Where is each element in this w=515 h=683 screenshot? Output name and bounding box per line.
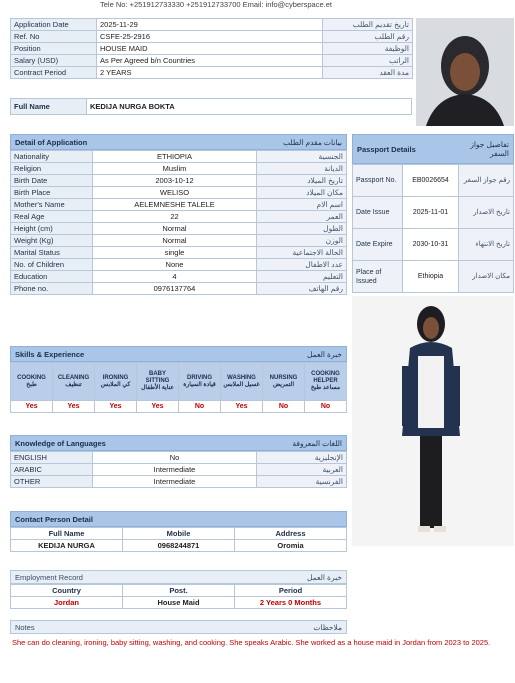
full-name-value: KEDIJA NURGA BOKTA [87,99,412,115]
passport-label-ar: رقم جواز السفر [459,165,514,197]
info-value: HOUSE MAID [97,43,323,55]
application-label-ar: الطول [257,223,347,235]
skill-name: NURSING [269,374,298,381]
application-label-ar: الديانة [257,163,347,175]
passport-label-ar: تاريخ الانتهاء [459,229,514,261]
application-value: single [93,247,257,259]
skills-header [10,346,347,362]
passport-label: Passport No. [353,165,403,197]
skill-value: No [179,401,221,413]
passport-label: Date Expire [353,229,403,261]
skill-name-ar: مساعد طبخ [310,385,341,391]
skill-name-ar: طبخ [26,381,37,388]
language-label: OTHER [11,476,93,488]
language-label-ar: الإنجليزية [257,452,347,464]
language-level: No [93,452,257,464]
application-value: AELEMNESHE TALELE [93,199,257,211]
application-label: Birth Place [11,187,93,199]
info-row [11,67,413,79]
application-title: Detail of Application [15,137,88,147]
skill-name: COOKING HELPER [311,371,340,384]
application-label: Mother's Name [11,199,93,211]
skill-name-ar: كي الملابس [100,381,131,388]
full-name-row [10,98,412,115]
skill-header-cell [221,363,263,401]
skill-header-cell [11,363,53,401]
skill-value: No [305,401,347,413]
application-value: None [93,259,257,271]
skill-value: No [263,401,305,413]
skill-name-ar: غسيل الملابس [223,381,260,388]
contact-title: Contact Person Detail [15,514,93,524]
skill-header-cell [53,363,95,401]
passport-value: Ethiopia [403,261,459,293]
languages-header [10,435,347,451]
employment-header [10,570,347,584]
notes-title: Notes [15,622,35,632]
detail-of-application [10,134,347,295]
application-row [11,223,347,235]
passport-title: Passport Details [357,144,416,154]
passport-row [353,197,514,229]
skill-name-ar: قيادة السيارة [183,381,216,388]
application-value: Normal [93,235,257,247]
application-title-ar: بيانات مقدم الطلب [283,137,342,147]
knowledge-of-languages [10,435,347,488]
application-value: 0976137764 [93,283,257,295]
language-label: ARABIC [11,464,93,476]
info-row [11,55,413,67]
contact-col-address: Address [235,528,347,540]
application-value: Normal [93,223,257,235]
application-row [11,187,347,199]
application-label-ar: الجنسية [257,151,347,163]
application-label-ar: عدد الاطفال [257,259,347,271]
contact-col-mobile: Mobile [123,528,235,540]
passport-row [353,165,514,197]
info-label-ar: رقم الطلب [323,31,413,43]
full-name-label: Full Name [11,99,87,115]
passport-label: Place of Issued [353,261,403,293]
employment-period: 2 Years 0 Months [235,597,347,609]
skills-title-ar: خبرة العمل [306,349,342,359]
application-value: 4 [93,271,257,283]
application-header [10,134,347,150]
contact-mobile: 0968244871 [123,540,235,552]
info-value: 2 YEARS [97,67,323,79]
application-label: Weight (Kg) [11,235,93,247]
skill-header-cell [137,363,179,401]
application-row [11,283,347,295]
info-value: CSFE-25-2916 [97,31,323,43]
passport-value: EB0026654 [403,165,459,197]
skill-name-ar: تنظيف [65,381,82,388]
application-label: Height (cm) [11,223,93,235]
employment-country: Jordan [11,597,123,609]
application-value: ETHIOPIA [93,151,257,163]
info-label: Salary (USD) [11,55,97,67]
passport-value: 2025-11-01 [403,197,459,229]
notes-header [10,620,347,634]
language-row [11,476,347,488]
languages-title-ar: اللغات المعروفة [292,438,342,448]
info-label-ar: تاريخ تقديم الطلب [323,19,413,31]
application-label-ar: الوزن [257,235,347,247]
application-info-table [10,18,412,79]
passport-row [353,261,514,293]
application-label: Nationality [11,151,93,163]
notes-text: She can do cleaning, ironing, baby sitting, washing, and cooking. She speaks Arabic. She worked as a house maid in Jordan from 2023 to 2025. [12,638,491,647]
info-label-ar: الراتب [323,55,413,67]
passport-details [352,134,514,293]
application-value: 2003-10-12 [93,175,257,187]
passport-title-ar: تفاصيل جواز السفر [470,140,509,158]
passport-header [352,134,514,164]
contact-person-detail [10,511,347,552]
notes-section [10,620,513,652]
application-label-ar: رقم الهاتف [257,283,347,295]
language-row [11,464,347,476]
skill-name: WASHING [227,374,256,381]
application-label: Real Age [11,211,93,223]
application-row [11,235,347,247]
skill-header-cell [263,363,305,401]
application-label: Birth Date [11,175,93,187]
info-value: As Per Agreed b/n Countries [97,55,323,67]
passport-row [353,229,514,261]
application-row [11,175,347,187]
language-level: Intermediate [93,476,257,488]
application-label: Education [11,271,93,283]
application-label-ar: مكان الميلاد [257,187,347,199]
application-value: Muslim [93,163,257,175]
application-label: Marital Status [11,247,93,259]
info-label: Contract Period [11,67,97,79]
employment-title-ar: خبرة العمل [306,572,342,582]
skill-value: Yes [53,401,95,413]
skill-name: CLEANING [57,374,90,381]
application-label: Phone no. [11,283,93,295]
contact-address: Oromia [235,540,347,552]
application-label-ar: الحالة الاجتماعية [257,247,347,259]
languages-title: Knowledge of Languages [15,438,106,448]
application-label-ar: اسم الام [257,199,347,211]
skill-name-ar: التمريض [272,381,295,388]
employment-post: House Maid [123,597,235,609]
passport-label-ar: مكان الاصدار [459,261,514,293]
skill-name-ar: عناية الأطفال [141,385,174,391]
skill-name: IRONING [102,374,129,381]
contact-header [10,511,347,527]
info-label-ar: الوظيفة [323,43,413,55]
contact-col-name: Full Name [11,528,123,540]
info-value: 2025-11-29 [97,19,323,31]
application-row [11,271,347,283]
application-row [11,211,347,223]
info-label-ar: مدة العقد [323,67,413,79]
language-label-ar: الفرنسية [257,476,347,488]
passport-label-ar: تاريخ الاصدار [459,197,514,229]
applicant-full-body-photo [352,296,514,546]
application-label-ar: تاريخ الميلاد [257,175,347,187]
skills-title: Skills & Experience [15,349,85,359]
application-label: No. of Children [11,259,93,271]
language-label: ENGLISH [11,452,93,464]
skill-header-cell [95,363,137,401]
language-label-ar: العربية [257,464,347,476]
passport-value: 2030-10-31 [403,229,459,261]
passport-label: Date Issue [353,197,403,229]
info-row [11,31,413,43]
language-level: Intermediate [93,464,257,476]
info-label: Position [11,43,97,55]
skill-value: Yes [221,401,263,413]
employment-col-country: Country [11,585,123,597]
employment-col-post: Post. [123,585,235,597]
contact-line: Tele No: +251912733330 +251912733700 Email: info@cyberspace.et [100,0,332,9]
employment-col-period: Period [235,585,347,597]
application-label-ar: التعليم [257,271,347,283]
application-row [11,247,347,259]
employment-title: Employment Record [15,572,83,582]
application-row [11,151,347,163]
skill-name: DRIVING [186,374,212,381]
application-row [11,163,347,175]
employment-record [10,570,347,609]
notes-title-ar: ملاحظات [313,622,342,632]
contact-name: KEDIJA NURGA [11,540,123,552]
language-row [11,452,347,464]
application-value: 22 [93,211,257,223]
skill-header-cell [179,363,221,401]
skill-value: Yes [137,401,179,413]
application-row [11,199,347,211]
skills-and-experience [10,346,347,413]
info-label: Application Date [11,19,97,31]
skill-name: COOKING [17,374,46,381]
applicant-portrait-photo [416,18,514,126]
application-label-ar: العمر [257,211,347,223]
info-label: Ref. No [11,31,97,43]
skill-value: Yes [95,401,137,413]
application-row [11,259,347,271]
skill-name: BABY SITTING [145,371,170,384]
info-row [11,43,413,55]
skill-value: Yes [11,401,53,413]
application-value: WELISO [93,187,257,199]
application-label: Religion [11,163,93,175]
skill-header-cell [305,363,347,401]
info-row [11,19,413,31]
